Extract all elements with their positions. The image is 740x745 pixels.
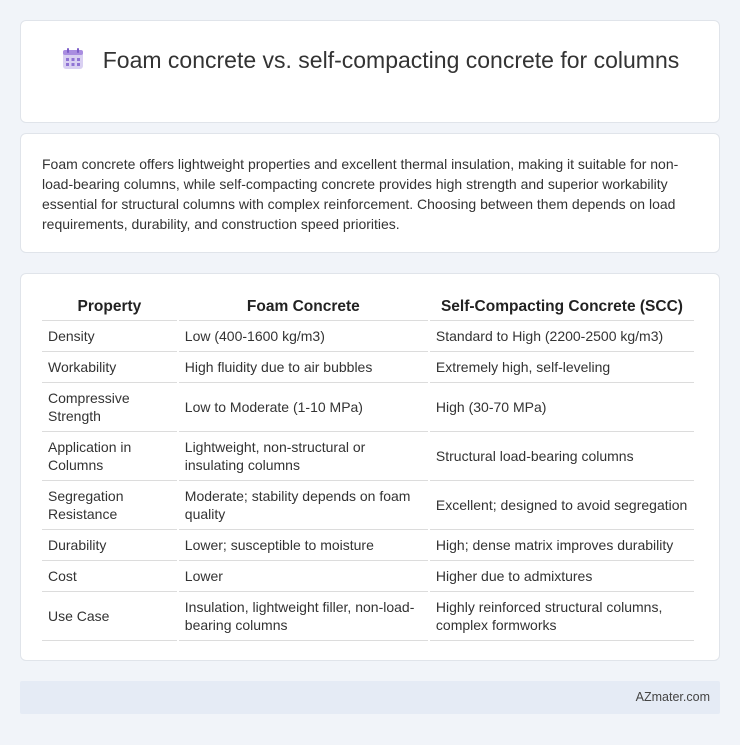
- comparison-table: [40, 293, 696, 641]
- table-header-row: [42, 293, 694, 321]
- calendar-icon: [61, 47, 85, 71]
- header-property: Property: [42, 293, 177, 321]
- table-row: [42, 481, 694, 530]
- table-cell: Use Case: [42, 592, 177, 641]
- comparison-card: [20, 273, 720, 661]
- table-cell: Lower: [179, 561, 428, 592]
- table-cell: Standard to High (2200-2500 kg/m3): [430, 321, 694, 352]
- footer-bar: [20, 681, 720, 714]
- table-row: [42, 321, 694, 352]
- table-cell: Excellent; designed to avoid segregation: [430, 481, 694, 530]
- page-title: [21, 45, 719, 75]
- table-cell: Higher due to admixtures: [430, 561, 694, 592]
- summary-text: Foam concrete offers lightweight properties and excellent thermal insulation, making it suitable for non-load-bearing columns, while self-compacting concrete provides high strength and superior workability essential for structural columns with complex reinforcement. Choosing between them depends on load requirements, durability, and construction speed priorities.: [42, 156, 679, 232]
- table-row: [42, 530, 694, 561]
- table-cell: Highly reinforced structural columns, complex formworks: [430, 592, 694, 641]
- table-cell: Application in Columns: [42, 432, 177, 481]
- table-cell: Structural load-bearing columns: [430, 432, 694, 481]
- header-foam-concrete: Foam Concrete: [179, 293, 428, 321]
- table-cell: Insulation, lightweight filler, non-load-bearing columns: [179, 592, 428, 641]
- table-row: [42, 383, 694, 432]
- table-cell: Density: [42, 321, 177, 352]
- table-cell: Workability: [42, 352, 177, 383]
- table-cell: Segregation Resistance: [42, 481, 177, 530]
- table-cell: High; dense matrix improves durability: [430, 530, 694, 561]
- table-row: [42, 432, 694, 481]
- table-row: [42, 352, 694, 383]
- title-card: [20, 20, 720, 123]
- table-cell: Moderate; stability depends on foam quality: [179, 481, 428, 530]
- summary-card: [20, 133, 720, 253]
- footer-brand[interactable]: AZmater.com: [635, 690, 710, 704]
- table-cell: Lightweight, non-structural or insulating columns: [179, 432, 428, 481]
- table-cell: Compressive Strength: [42, 383, 177, 432]
- table-cell: Extremely high, self-leveling: [430, 352, 694, 383]
- table-cell: Low (400-1600 kg/m3): [179, 321, 428, 352]
- table-cell: Lower; susceptible to moisture: [179, 530, 428, 561]
- table-cell: Cost: [42, 561, 177, 592]
- table-cell: Low to Moderate (1-10 MPa): [179, 383, 428, 432]
- page-title-text: Foam concrete vs. self-compacting concrete for columns: [102, 47, 680, 73]
- table-row: [42, 561, 694, 592]
- table-cell: High (30-70 MPa): [430, 383, 694, 432]
- table-row: [42, 592, 694, 641]
- header-scc: Self-Compacting Concrete (SCC): [430, 293, 694, 321]
- table-cell: Durability: [42, 530, 177, 561]
- table-cell: High fluidity due to air bubbles: [179, 352, 428, 383]
